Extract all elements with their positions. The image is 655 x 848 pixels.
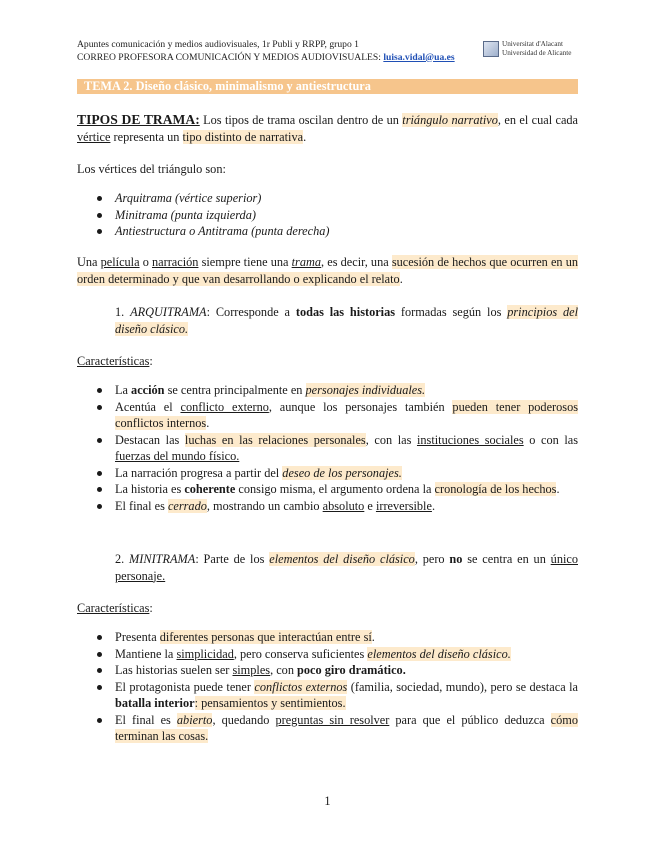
list-item: Destacan las luchas en las relaciones personales, con las instituciones sociales o con las fuerzas del mundo físico.: [93, 432, 578, 465]
intro-paragraph: TIPOS DE TRAMA: Los tipos de trama oscilan dentro de un triángulo narrativo, en el cual cada vértice representa un tipo distinto de narrativa.: [77, 112, 579, 144]
list-item: Arquitrama (vértice superior): [93, 190, 578, 207]
minitrama-characteristics-label: Características:: [77, 601, 153, 615]
list-item: Mantiene la simplicidad, pero conserva suficientes elementos del diseño clásico.: [93, 646, 578, 663]
list-item: La historia es coherente consigo misma, el argumento ordena la cronología de los hechos.: [93, 481, 578, 498]
list-item: Las historias suelen ser simples, con poco giro dramático.: [93, 662, 578, 679]
page-number: 1: [324, 794, 331, 808]
header-course-line: Apuntes comunicación y medios audiovisuales, 1r Publi y RRPP, grupo 1: [77, 39, 359, 50]
list-item: El final es abierto, quedando preguntas sin resolver para que el público deduzca cómo terminan las cosas.: [93, 712, 578, 745]
arquitrama-characteristics-list: [93, 382, 578, 514]
minitrama-characteristics-list: [93, 629, 578, 745]
list-item: El protagonista puede tener conflictos externos (familia, sociedad, mundo), pero se destaca la batalla interior: pensamientos y sentimientos.: [93, 679, 578, 712]
university-shield-icon: [483, 41, 499, 57]
bullet-icon: [97, 668, 102, 673]
minitrama-paragraph: 2. MINITRAMA: Parte de los elementos del diseño clásico, pero no se centra en un único personaje.: [115, 552, 578, 583]
university-name: Universitat d'Alacant Universidad de Alicante: [502, 40, 572, 57]
trama-definition-paragraph: Una película o narración siempre tiene una trama, es decir, una sucesión de hechos que ocurren en un orden determinado y que van desarrollando o explicando el relato.: [77, 255, 579, 286]
bullet-icon: [97, 635, 102, 640]
topic-title: TEMA 2. Diseño clásico, minimalismo y antiestructura: [84, 79, 371, 93]
intro-heading: TIPOS DE TRAMA:: [77, 112, 200, 127]
bullet-icon: [97, 471, 102, 476]
university-logo: [483, 40, 583, 60]
arquitrama-characteristics-label: Características:: [77, 354, 153, 368]
vertices-list: [93, 190, 578, 240]
list-item: Acentúa el conflicto externo, aunque los personajes también pueden tener poderosos conflictos internos.: [93, 399, 578, 432]
list-item: Antiestructura o Antitrama (punta derecha): [93, 223, 578, 240]
bullet-icon: [97, 405, 102, 410]
professor-email-link[interactable]: luisa.vidal@ua.es: [383, 51, 455, 63]
arquitrama-paragraph: 1. ARQUITRAMA: Corresponde a todas las historias formadas según los principios del diseño clásico.: [115, 305, 578, 336]
bullet-icon: [97, 196, 102, 201]
list-item: Presenta diferentes personas que interactúan entre sí.: [93, 629, 578, 646]
bullet-icon: [97, 388, 102, 393]
bullet-icon: [97, 504, 102, 509]
topic-title-band: [77, 79, 578, 94]
bullet-icon: [97, 213, 102, 218]
bullet-icon: [97, 652, 102, 657]
page-header: [77, 39, 497, 64]
bullet-icon: [97, 685, 102, 690]
list-item: El final es cerrado, mostrando un cambio absoluto e irreversible.: [93, 498, 578, 515]
list-item: La acción se centra principalmente en personajes individuales.: [93, 382, 578, 399]
bullet-icon: [97, 438, 102, 443]
list-item: La narración progresa a partir del deseo de los personajes.: [93, 465, 578, 482]
bullet-icon: [97, 229, 102, 234]
bullet-icon: [97, 487, 102, 492]
vertices-intro: Los vértices del triángulo son:: [77, 162, 226, 176]
list-item: Minitrama (punta izquierda): [93, 207, 578, 224]
bullet-icon: [97, 718, 102, 723]
header-contact-line: CORREO PROFESORA COMUNICACIÓN Y MEDIOS AUDIOVISUALES: luisa.vidal@ua.es: [77, 51, 455, 63]
